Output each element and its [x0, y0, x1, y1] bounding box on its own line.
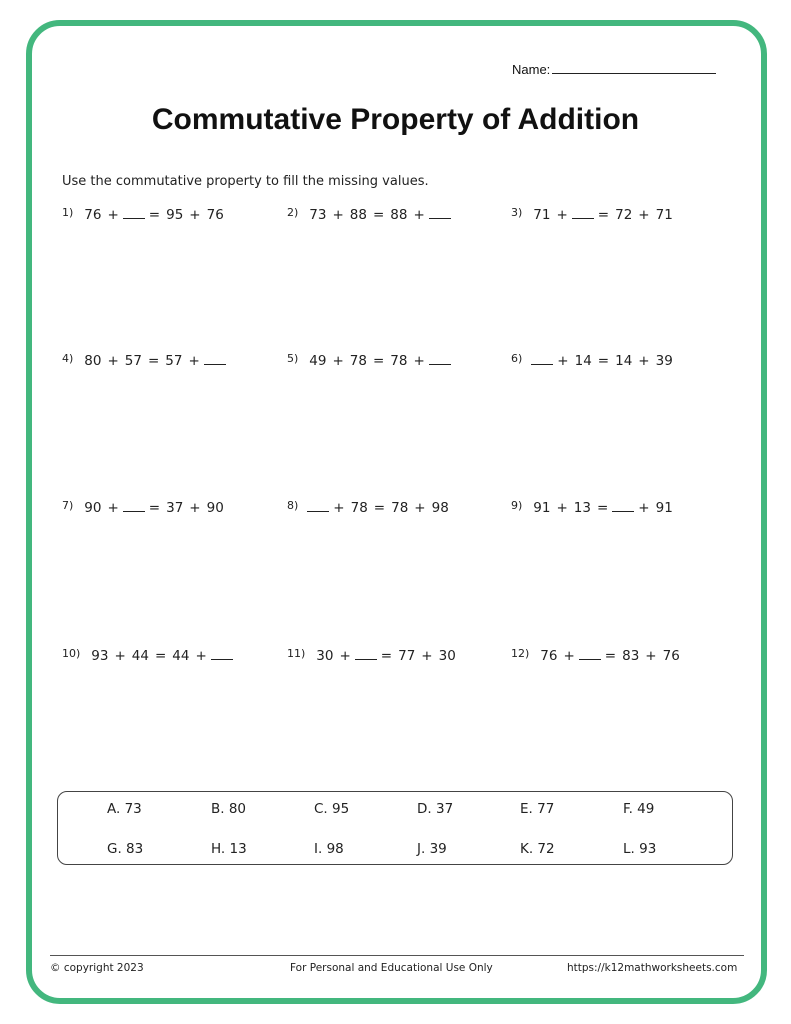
- problem-2: [287, 206, 452, 223]
- answer-option: D. 37: [417, 801, 454, 817]
- answer-option: C. 95: [314, 801, 350, 817]
- problem-10: [62, 647, 234, 664]
- operand: 14: [574, 353, 592, 369]
- answer-option: F. 49: [623, 801, 655, 817]
- operand: 78: [350, 500, 368, 516]
- name-label: Name:: [512, 62, 551, 77]
- answer-option: B. 80: [211, 801, 247, 817]
- problem-number: 11): [287, 647, 306, 660]
- operand: 91: [655, 500, 673, 516]
- answer-blank[interactable]: [355, 648, 377, 660]
- operand: 90: [206, 500, 224, 516]
- operand: 49: [309, 353, 327, 369]
- operator: +: [645, 648, 657, 664]
- operator: =: [372, 207, 385, 223]
- problem-number: 12): [511, 647, 530, 660]
- problem-1: [62, 206, 227, 223]
- problem-5: [287, 352, 452, 369]
- operand: 71: [533, 207, 551, 223]
- operator: +: [188, 353, 200, 369]
- operand: 78: [349, 353, 367, 369]
- operand: 93: [91, 648, 109, 664]
- operand: 37: [166, 500, 184, 516]
- operand: 91: [533, 500, 551, 516]
- operator: +: [189, 500, 201, 516]
- operator: +: [638, 500, 650, 516]
- problem-number: 1): [62, 206, 74, 219]
- operator: +: [107, 353, 119, 369]
- operator: +: [332, 207, 344, 223]
- operand: 76: [540, 648, 558, 664]
- footer-rule: [50, 955, 744, 956]
- operand: 14: [615, 353, 633, 369]
- answer-option: G. 83: [107, 841, 144, 857]
- worksheet-title: Commutative Property of Addition: [151, 103, 640, 136]
- answer-option: A. 73: [107, 801, 142, 817]
- operator: +: [414, 500, 426, 516]
- operator: +: [413, 353, 425, 369]
- operator: =: [148, 500, 161, 516]
- answer-blank[interactable]: [123, 500, 145, 512]
- operator: +: [107, 207, 119, 223]
- name-blank-line: [552, 62, 716, 74]
- problem-number: 7): [62, 499, 74, 512]
- instructions-text: Use the commutative property to fill the missing values.: [62, 174, 429, 189]
- operand: 71: [655, 207, 673, 223]
- operator: +: [195, 648, 207, 664]
- answer-blank[interactable]: [429, 207, 451, 219]
- footer-usage: For Personal and Educational Use Only: [290, 962, 493, 974]
- operand: 57: [165, 353, 183, 369]
- operator: +: [333, 500, 345, 516]
- operand: 30: [316, 648, 334, 664]
- answer-option: K. 72: [520, 841, 555, 857]
- operator: +: [189, 207, 201, 223]
- operator: =: [380, 648, 393, 664]
- footer-url: https://k12mathworksheets.com: [567, 962, 738, 974]
- operator: =: [604, 648, 617, 664]
- operator: =: [373, 500, 386, 516]
- answer-blank[interactable]: [579, 648, 601, 660]
- operator: =: [154, 648, 167, 664]
- operator: +: [107, 500, 119, 516]
- answer-blank[interactable]: [204, 353, 226, 365]
- problem-8: [287, 499, 452, 516]
- operand: 77: [398, 648, 416, 664]
- operand: 57: [124, 353, 142, 369]
- operator: +: [638, 353, 650, 369]
- answer-blank[interactable]: [572, 207, 594, 219]
- answer-option: I. 98: [314, 841, 344, 857]
- operand: 88: [390, 207, 408, 223]
- problem-number: 3): [511, 206, 523, 219]
- operator: +: [421, 648, 433, 664]
- answer-blank[interactable]: [211, 648, 233, 660]
- operator: +: [563, 648, 575, 664]
- operator: =: [597, 207, 610, 223]
- operator: +: [114, 648, 126, 664]
- operand: 76: [662, 648, 680, 664]
- problem-9: [511, 499, 676, 516]
- operand: 13: [573, 500, 591, 516]
- operator: +: [413, 207, 425, 223]
- operator: +: [638, 207, 650, 223]
- operator: =: [597, 353, 610, 369]
- operator: +: [556, 500, 568, 516]
- answer-blank[interactable]: [307, 500, 329, 512]
- operand: 78: [390, 353, 408, 369]
- operator: =: [147, 353, 160, 369]
- problem-number: 2): [287, 206, 299, 219]
- footer-copyright: © copyright 2023: [50, 962, 144, 974]
- problem-number: 10): [62, 647, 81, 660]
- operand: 98: [431, 500, 449, 516]
- problem-12: [511, 647, 683, 664]
- answer-blank[interactable]: [123, 207, 145, 219]
- problem-number: 9): [511, 499, 523, 512]
- problem-3: [511, 206, 676, 223]
- operand: 44: [172, 648, 190, 664]
- answer-blank[interactable]: [531, 353, 553, 365]
- operand: 73: [309, 207, 327, 223]
- problem-number: 6): [511, 352, 523, 365]
- operator: +: [339, 648, 351, 664]
- problem-6: [511, 352, 676, 369]
- problem-number: 8): [287, 499, 299, 512]
- answer-option: E. 77: [520, 801, 555, 817]
- operand: 95: [166, 207, 184, 223]
- problem-7: [62, 499, 227, 516]
- operand: 83: [622, 648, 640, 664]
- operator: +: [557, 353, 569, 369]
- answer-option: H. 13: [211, 841, 247, 857]
- operand: 78: [391, 500, 409, 516]
- operator: +: [556, 207, 568, 223]
- answer-blank[interactable]: [612, 500, 634, 512]
- problem-4: [62, 352, 227, 369]
- operand: 80: [84, 353, 102, 369]
- operand: 39: [655, 353, 673, 369]
- operator: =: [372, 353, 385, 369]
- answer-option: J. 39: [417, 841, 447, 857]
- operand: 72: [615, 207, 633, 223]
- operator: =: [596, 500, 609, 516]
- operator: =: [148, 207, 161, 223]
- operand: 88: [349, 207, 367, 223]
- operand: 90: [84, 500, 102, 516]
- operator: +: [332, 353, 344, 369]
- name-field: [512, 62, 716, 77]
- operand: 44: [131, 648, 149, 664]
- answer-blank[interactable]: [429, 353, 451, 365]
- answer-option: L. 93: [623, 841, 657, 857]
- operand: 76: [206, 207, 224, 223]
- problem-11: [287, 647, 459, 664]
- problem-number: 4): [62, 352, 74, 365]
- operand: 76: [84, 207, 102, 223]
- problem-number: 5): [287, 352, 299, 365]
- operand: 30: [438, 648, 456, 664]
